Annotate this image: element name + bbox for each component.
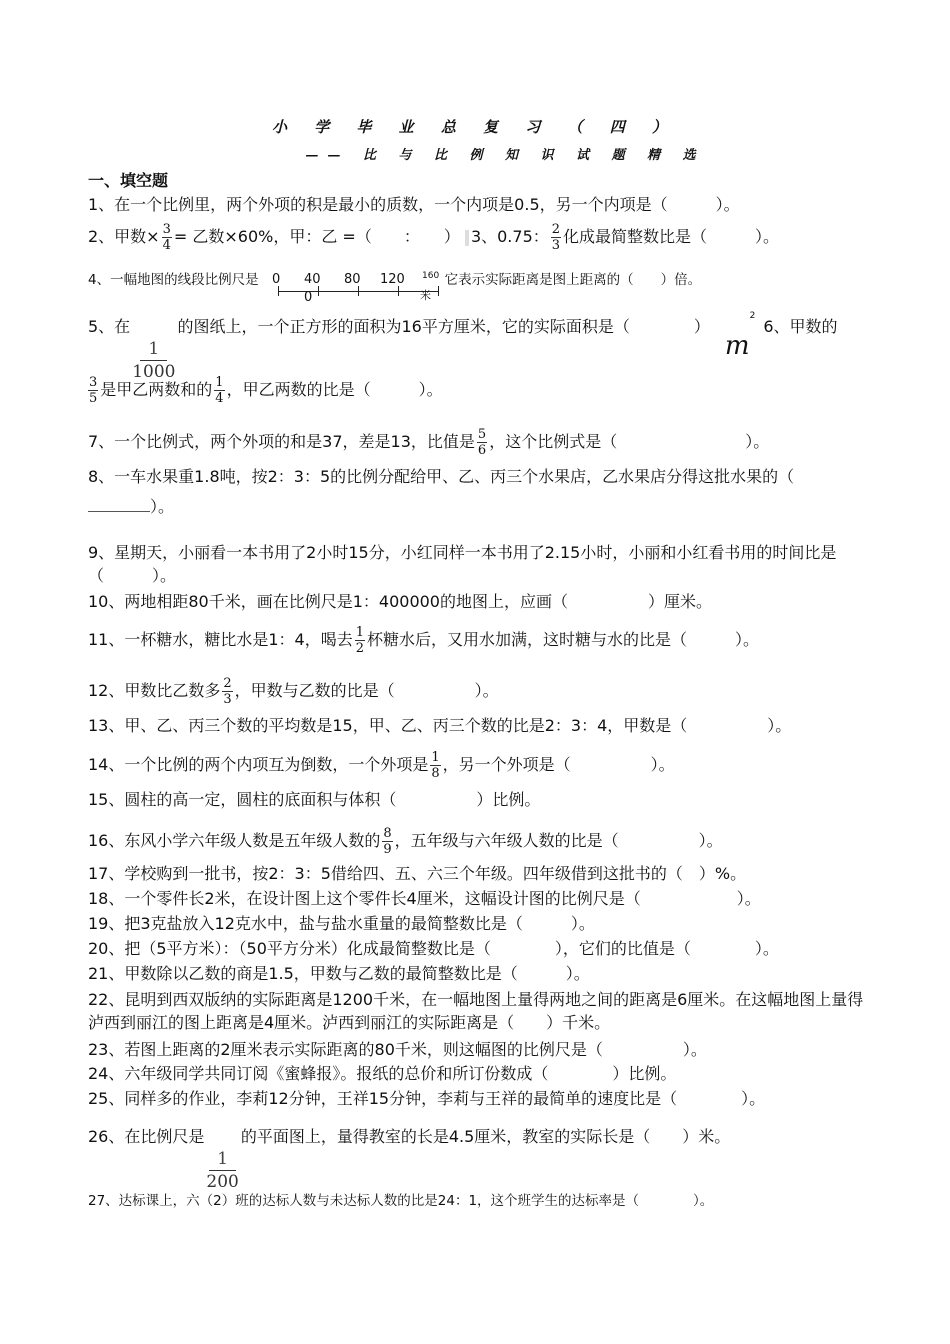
- scale-tick: [278, 286, 279, 296]
- divider-mark: [465, 230, 469, 246]
- q26-fraction: $\frac{1}{200}$: [206, 1149, 239, 1192]
- q5-text-b: 的图纸上，一个正方形的面积为16平方厘米，它的实际面积是（ ）: [177, 317, 710, 336]
- q6-text-c: ，甲乙两数的比是（ ）。: [226, 380, 443, 399]
- question-16: 16、东风小学六年级人数是五年级人数的 $\frac{8}{9}$ ，五年级与六年级人数的比是（ ）。: [88, 826, 723, 857]
- question-18: 18、一个零件长2米，在设计图上这个零件长4厘米，这幅设计图的比例尺是（ ）。: [88, 889, 761, 908]
- question-6-cont: [88, 375, 443, 406]
- scale-label-80: 80: [344, 272, 361, 287]
- question-21: 21、甲数除以乙数的商是1.5，甲数与乙数的最简整数比是（ ）。: [88, 964, 590, 983]
- q6-fraction-1: $\frac{3}{5}$: [89, 375, 98, 406]
- q2-text-b: = 乙数×60%，甲：乙 =（ ： ）: [173, 227, 460, 246]
- q6-fraction-2: $\frac{1}{4}$: [215, 375, 224, 406]
- worksheet-subtitle: —— 比 与 比 例 知 识 试 题 精 选: [305, 148, 705, 163]
- q4-text-b: 它表示实际距离是图上距离的（ ）倍。: [444, 272, 702, 288]
- question-10: 10、两地相距80千米，画在比例尺是1：400000的地图上，应画（ ）厘米。: [88, 592, 712, 611]
- question-8: 8、一车水果重1.8吨，按2：3：5的比例分配给甲、乙、丙三个水果店，乙水果店分得这批水果的（: [88, 467, 795, 486]
- q16-fraction: $\frac{8}{9}$: [383, 826, 392, 857]
- question-7: 7、一个比例式，两个外项的和是37，差是13，比值是 $\frac{5}{6}$ ，这个比例式是（ ）。: [88, 427, 770, 458]
- question-8-cont: ）。: [88, 497, 174, 517]
- q6-text-b: 是甲乙两数和的: [100, 380, 213, 399]
- q12-fraction: $\frac{2}{3}$: [223, 676, 232, 707]
- scale-label-0: 0: [272, 272, 281, 287]
- question-20: 20、把（5平方米）：（50平方分米）化成最简整数比是（ ），它们的比值是（ ）。: [88, 939, 779, 958]
- question-27: 27、达标课上，六（2）班的达标人数与未达标人数的比是24：1，这个班学生的达标率是（ ）。: [88, 1193, 714, 1209]
- q3-text-a: 3、0.75：: [470, 227, 549, 246]
- question-17: 17、学校购到一批书，按2：3：5借给四、五、六三个年级。四年级借到这批书的（ ）%。: [88, 864, 747, 883]
- worksheet-title: 小 学 毕 业 总 复 习 （ 四 ）: [271, 118, 678, 136]
- question-14: 14、一个比例的两个内项互为倒数，一个外项是 $\frac{1}{8}$ ，另一个外项是（ ）。: [88, 750, 675, 781]
- scale-unit: 米: [420, 289, 431, 302]
- question-25: 25、同样多的作业，李莉12分钟，王祥15分钟，李莉与王祥的最简单的速度比是（ ）。: [88, 1089, 766, 1108]
- question-15: 15、圆柱的高一定，圆柱的底面积与体积（ ）比例。: [88, 790, 541, 809]
- unit-exponent: 2: [749, 311, 756, 321]
- scale-label-120: 120: [380, 272, 405, 287]
- q2-text-a: 2、甲数×: [88, 227, 160, 246]
- question-9: 9、星期天，小丽看一本书用了2小时15分，小红同样一本书用了2.15小时，小丽和小红看书用的时间比是（ ）。: [88, 543, 837, 585]
- q3-fraction: $\frac{2}{3}$: [551, 222, 561, 253]
- scale-tick: [318, 286, 319, 296]
- unit-m: m: [724, 331, 750, 361]
- section-heading: 一、填空题: [88, 171, 169, 190]
- q5-fraction: $\frac{1}{1000}$: [132, 339, 176, 382]
- q14-fraction: $\frac{1}{8}$: [431, 750, 440, 781]
- q7-fraction: $\frac{5}{6}$: [477, 427, 487, 458]
- question-23: 23、若图上距离的2厘米表示实际距离的80千米，则这幅图的比例尺是（ ）。: [88, 1040, 707, 1059]
- q6-text-a: 6、甲数的: [763, 317, 838, 336]
- question-11: 11、一杯糖水，糖比水是1：4，喝去 $\frac{1}{2}$ 杯糖水后，又用水加满，这时糖与水的比是（ ）。: [88, 625, 760, 656]
- answer-blank: [88, 497, 150, 512]
- question-1: 1、在一个比例里，两个外项的积是最小的质数，一个内项是0.5，另一个内项是（ ）。: [88, 195, 740, 214]
- scale-label-160: 160: [422, 271, 440, 281]
- q5-text-a: 5、在: [88, 317, 131, 336]
- question-13: 13、甲、乙、丙三个数的平均数是15，甲、乙、丙三个数的比是2：3：4，甲数是（ ）。: [88, 716, 792, 735]
- q2-fraction-1: $\frac{3}{4}$: [162, 222, 171, 253]
- question-19: 19、把3克盐放入12克水中，盐与盐水重量的最简整数比是（ ）。: [88, 914, 595, 933]
- question-22: 22、昆明到西双版纳的实际距离是1200千米，在一幅地图上量得两地之间的距离是6厘米。在这幅地图上量得泸西到丽江的图上距离是4厘米。泸西到丽江的实际距离是（ ）千米。: [88, 990, 864, 1032]
- scale-tick: [358, 286, 359, 296]
- scale-tick: [438, 286, 439, 296]
- q3-text-b: 化成最简整数比是（ ）。: [563, 227, 780, 246]
- scale-tick: [398, 286, 399, 296]
- q11-fraction: $\frac{1}{2}$: [355, 625, 365, 656]
- q4-text-a: 4、一幅地图的线段比例尺是: [88, 272, 259, 288]
- question-5-6: [88, 306, 838, 383]
- question-12: 12、甲数比乙数多 $\frac{2}{3}$ ，甲数与乙数的比是（ ）。: [88, 676, 499, 707]
- line-scale-bar: [272, 272, 450, 306]
- question-24: 24、六年级同学共同订阅《蜜蜂报》。报纸的总价和所订份数成（ ）比例。: [88, 1064, 677, 1083]
- question-2-3: [88, 222, 779, 253]
- scale-label-zero: 0: [304, 290, 313, 305]
- scale-label-40: 40: [304, 272, 321, 287]
- question-26: 26、在比例尺是 $\frac{1}{200}$ 的平面图上，量得教室的长是4.5厘米，教室的实际长是（ ）米。: [88, 1127, 731, 1192]
